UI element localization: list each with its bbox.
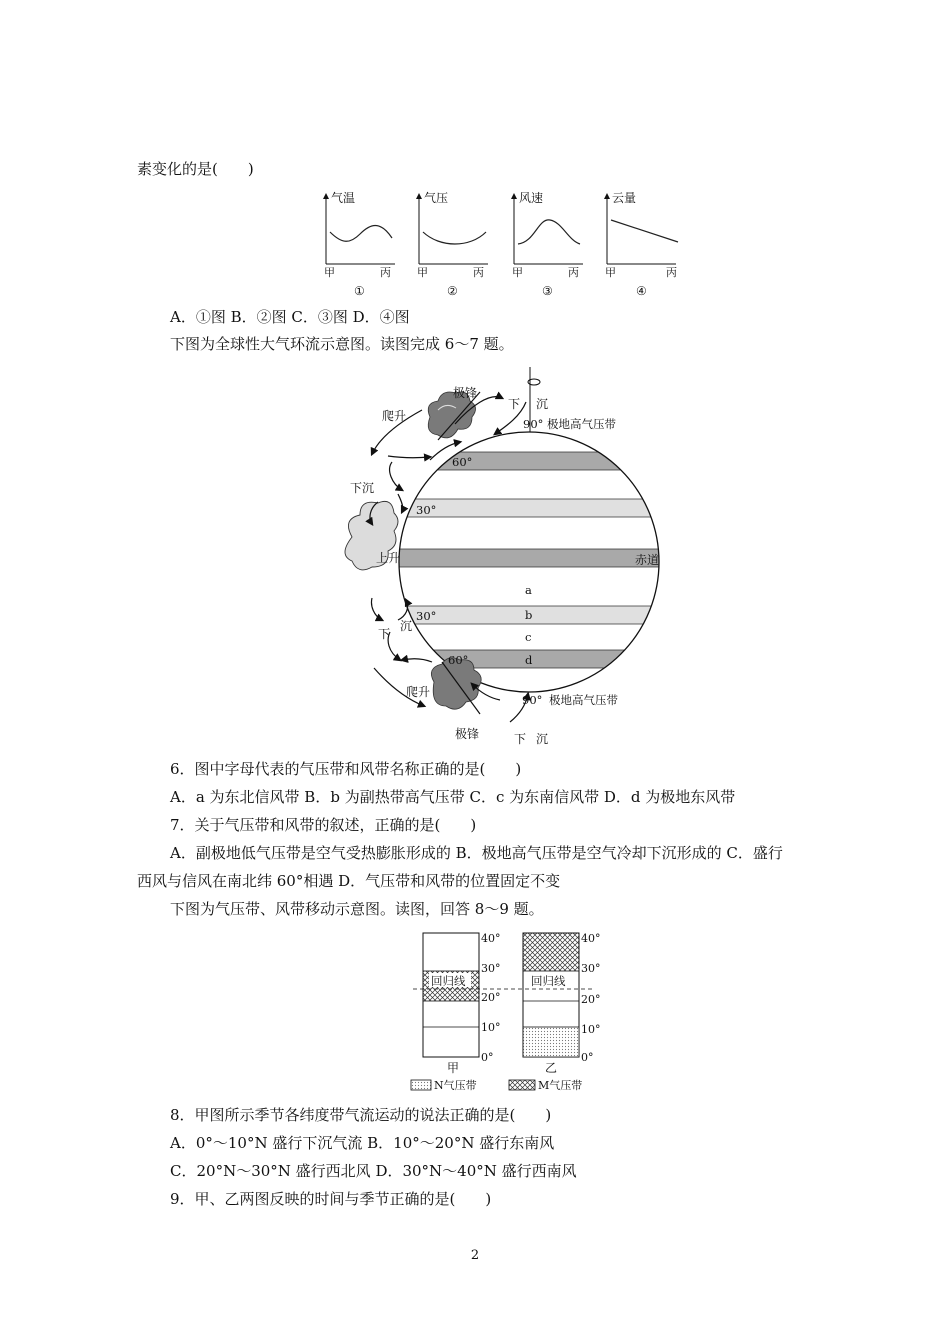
legend-n-swatch [411,1080,431,1090]
mini-chart-number: ① [354,284,365,298]
question-continuation: 素变化的是( ) [137,160,254,178]
lat30-label-yi: 30° [581,962,601,975]
page-number: 2 [470,1248,480,1263]
legend-m-swatch [509,1080,535,1090]
south-pole-number: 90° [522,693,543,707]
question-7-options-line2: 西风与信风在南北纬 60°相遇 D．气压带和风带的位置固定不变 [137,872,561,890]
polar-front-label-bottom: 极锋 [455,727,480,741]
question-6: 6．图中字母代表的气压带和风带名称正确的是( ) [170,760,522,778]
column-jia [423,933,479,1057]
intro-q6-7: 下图为全球性大气环流示意图。读图完成 6～7 题。 [170,335,514,353]
mini-chart-temperature [324,190,395,298]
equator-label: 赤道 [635,553,660,567]
four-mini-charts [310,182,690,300]
climb-label-bottom: 爬升 [406,685,431,699]
down-label-top: 下 [508,397,521,411]
mini-chart-title: 云量 [612,191,637,205]
band-label-b: b [525,608,533,622]
mini-chart-title: 风速 [519,191,544,205]
column-name-jia: 甲 [447,1061,460,1075]
sink-label-bottom: 沉 [536,732,549,746]
mini-chart-number: ③ [542,284,553,298]
mini-chart-left-label: 甲 [512,266,523,279]
band-label-c: c [525,630,532,644]
band-label-d: d [525,653,533,667]
column-name-yi: 乙 [545,1061,558,1075]
mini-chart-right-label: 丙 [666,266,677,279]
mini-chart-number: ② [447,284,458,298]
lat0-label-yi: 0° [581,1051,594,1064]
lat40-label-yi: 40° [581,932,601,945]
question-8-options-line2: C．20°N～30°N 盛行西北风 D．30°N～40°N 盛行西南风 [170,1162,577,1180]
tropic-label-jia: 回归线 [431,974,466,988]
rise-label: 上升 [376,551,401,565]
global-circulation-diagram [330,362,675,752]
legend-n-label: N气压带 [434,1079,477,1092]
lat30-label-jia: 30° [481,962,501,975]
climb-label-top: 爬升 [382,409,407,423]
lat10-label-jia: 10° [481,1021,501,1034]
mini-chart-cloud-cover [605,191,678,298]
n-belt-yi [523,1027,579,1057]
sink-mid-label: 下沉 [350,481,375,495]
mini-chart-title: 气温 [331,191,356,205]
polar-front-label-top: 极锋 [453,386,478,400]
question-7: 7．关于气压带和风带的叙述，正确的是( ) [170,816,477,834]
pressure-belt-shift-diagram [405,925,605,1097]
mini-chart-left-label: 甲 [417,266,428,279]
mini-chart-pressure [417,190,488,298]
question-6-options: A．a 为东北信风带 B．b 为副热带高气压带 C．c 为东南信风带 D．d 为极地东风带 [170,788,736,806]
question-8-options-line1: A．0°～10°N 盛行下沉气流 B．10°～20°N 盛行东南风 [170,1134,555,1152]
down-label-bottom: 下 [514,732,527,746]
down-label-south: 下 [378,627,391,641]
mini-chart-number: ④ [636,284,647,298]
column-yi [523,933,579,1057]
band-label-a: a [525,583,532,597]
m-belt-yi [523,933,579,971]
mini-chart-left-label: 甲 [324,266,335,279]
lat40-label-jia: 40° [481,932,501,945]
mini-chart-left-label: 甲 [605,266,616,279]
mini-chart-right-label: 丙 [473,266,484,279]
legend-m-label: M气压带 [538,1079,583,1092]
lat20-label-jia: 20° [481,991,501,1004]
lat10-label-yi: 10° [581,1023,601,1036]
sink-label-south: 沉 [400,619,413,633]
mini-chart-right-label: 丙 [380,266,391,279]
lat60-south-label: 60° [448,653,469,667]
question-7-options-line1: A．副极地低气压带是空气受热膨胀形成的 B．极地高气压带是空气冷却下沉形成的 C．盛行 [170,844,783,862]
lat30-north-label: 30° [416,503,437,517]
sink-label-top: 沉 [536,397,549,411]
intro-q8-9: 下图为气压带、风带移动示意图。读图，回答 8～9 题。 [170,900,544,918]
question-9: 9．甲、乙两图反映的时间与季节正确的是( ) [170,1190,492,1208]
tropic-label-yi: 回归线 [531,974,566,988]
north-pole-label: 90° 极地高气压带 [523,417,617,431]
mini-chart-right-label: 丙 [568,266,579,279]
lat60-north-label: 60° [452,455,473,469]
lat0-label-jia: 0° [481,1051,494,1064]
question-8: 8．甲图所示季节各纬度带气流运动的说法正确的是( ) [170,1106,552,1124]
answer-options-q5: A．①图 B．②图 C．③图 D．④图 [170,308,410,326]
south-pole-label: 极地高气压带 [549,693,618,707]
lat30-south-label: 30° [416,609,437,623]
mini-chart-title: 气压 [424,191,449,205]
mini-chart-wind-speed [512,190,583,298]
lat20-label-yi: 20° [581,993,601,1006]
